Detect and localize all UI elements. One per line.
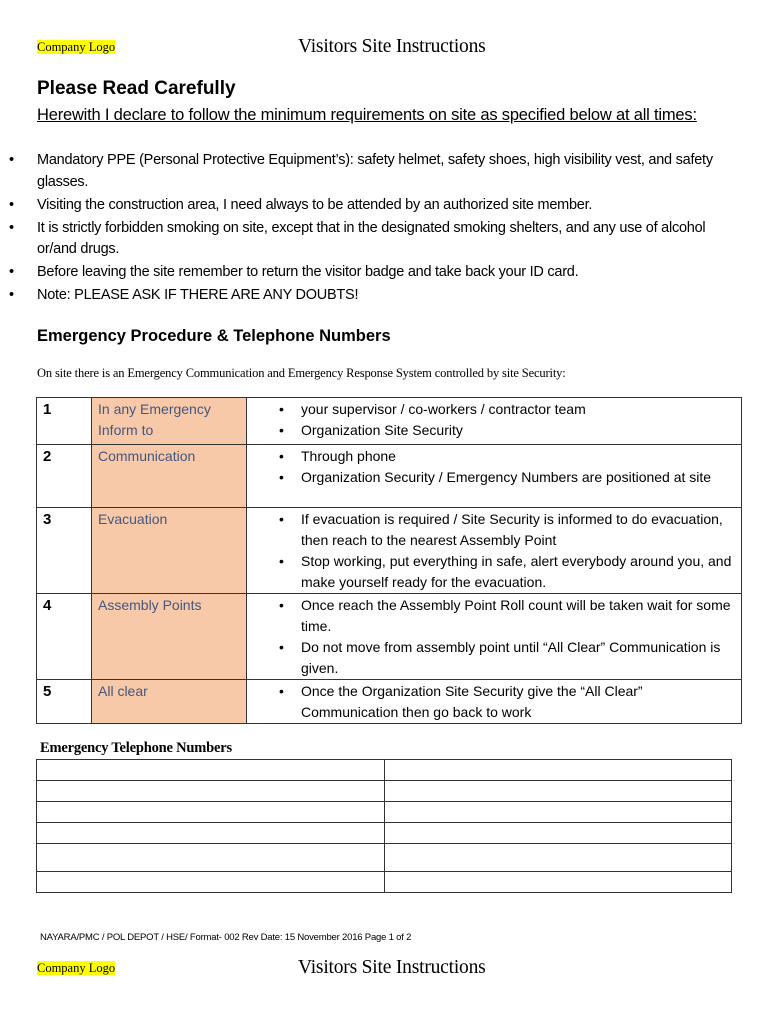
step-description	[247, 594, 742, 680]
document-title: Visitors Site Instructions	[298, 36, 486, 57]
table-row	[37, 445, 742, 508]
table-row	[37, 508, 742, 594]
step-label: Communication	[92, 445, 247, 508]
step-label: Assembly Points	[92, 594, 247, 680]
step-item: • Through phone	[247, 446, 735, 467]
step-description	[247, 508, 742, 594]
step-item: • Do not move from assembly point until “All Clear” Communication is given.	[247, 637, 735, 679]
telephone-numbers-heading: Emergency Telephone Numbers	[40, 740, 232, 756]
contact-number-cell[interactable]	[384, 781, 732, 802]
step-number: 2	[37, 445, 92, 508]
step-item: • Organization Site Security	[247, 420, 735, 441]
rule-item: • Mandatory PPE (Personal Protective Equipment’s): safety helmet, safety shoes, high visibility vest, and safety glasses.	[0, 150, 740, 193]
declaration-text: Herewith I declare to follow the minimum requirements on site as specified below at all times:	[37, 106, 697, 124]
contact-number-cell[interactable]	[384, 844, 732, 872]
table-row	[37, 398, 742, 445]
table-row	[37, 781, 732, 802]
rule-item: • Visiting the construction area, I need always to be attended by an authorized site member.	[0, 195, 740, 217]
contact-name-cell[interactable]	[37, 760, 385, 781]
step-item: • If evacuation is required / Site Security is informed to do evacuation, then reach to the nearest Assembly Point	[247, 509, 735, 551]
table-row	[37, 760, 732, 781]
page-header	[0, 36, 768, 66]
step-description	[247, 445, 742, 508]
next-page-header	[0, 957, 768, 987]
step-description	[247, 398, 742, 445]
step-item: • Stop working, put everything in safe, alert everybody around you, and make yourself ready for the evacuation.	[247, 551, 735, 593]
telephone-numbers-table	[36, 759, 732, 893]
step-number: 1	[37, 398, 92, 445]
step-label: Evacuation	[92, 508, 247, 594]
contact-name-cell[interactable]	[37, 802, 385, 823]
table-row	[37, 844, 732, 872]
contact-name-cell[interactable]	[37, 823, 385, 844]
table-row	[37, 802, 732, 823]
emergency-procedure-heading: Emergency Procedure & Telephone Numbers	[37, 327, 391, 345]
step-label: All clear	[92, 680, 247, 724]
company-logo-placeholder: Company Logo	[37, 40, 116, 54]
table-row	[37, 594, 742, 680]
step-number: 5	[37, 680, 92, 724]
document-title: Visitors Site Instructions	[298, 957, 486, 978]
emergency-intro-text: On site there is an Emergency Communication and Emergency Response System controlled by site Security:	[37, 366, 566, 380]
step-label: In any Emergency Inform to	[92, 398, 247, 445]
contact-number-cell[interactable]	[384, 802, 732, 823]
rule-item: • Note: PLEASE ASK IF THERE ARE ANY DOUBTS!	[0, 285, 740, 307]
step-item: • Once the Organization Site Security give the “All Clear” Communication then go back to work	[247, 681, 735, 723]
rule-item: • Before leaving the site remember to return the visitor badge and take back your ID card.	[0, 262, 740, 284]
contact-number-cell[interactable]	[384, 760, 732, 781]
step-number: 4	[37, 594, 92, 680]
contact-number-cell[interactable]	[384, 823, 732, 844]
emergency-procedure-table	[36, 397, 742, 724]
step-number: 3	[37, 508, 92, 594]
please-read-heading: Please Read Carefully	[37, 78, 236, 99]
contact-name-cell[interactable]	[37, 781, 385, 802]
step-description	[247, 680, 742, 724]
table-row	[37, 823, 732, 844]
page-footer: NAYARA/PMC / POL DEPOT / HSE/ Format- 002 Rev Date: 15 November 2016 Page 1 of 2	[40, 932, 412, 943]
contact-name-cell[interactable]	[37, 844, 385, 872]
rule-item: • It is strictly forbidden smoking on site, except that in the designated smoking shelters, and any use of alcohol or/and drugs.	[0, 218, 740, 261]
site-rules-list	[0, 150, 740, 308]
contact-number-cell[interactable]	[384, 872, 732, 893]
company-logo-placeholder: Company Logo	[37, 961, 116, 975]
table-row	[37, 872, 732, 893]
step-item: • your supervisor / co-workers / contractor team	[247, 399, 735, 420]
table-row	[37, 680, 742, 724]
contact-name-cell[interactable]	[37, 872, 385, 893]
step-item: • Organization Security / Emergency Numbers are positioned at site	[247, 467, 735, 488]
step-item: • Once reach the Assembly Point Roll count will be taken wait for some time.	[247, 595, 735, 637]
